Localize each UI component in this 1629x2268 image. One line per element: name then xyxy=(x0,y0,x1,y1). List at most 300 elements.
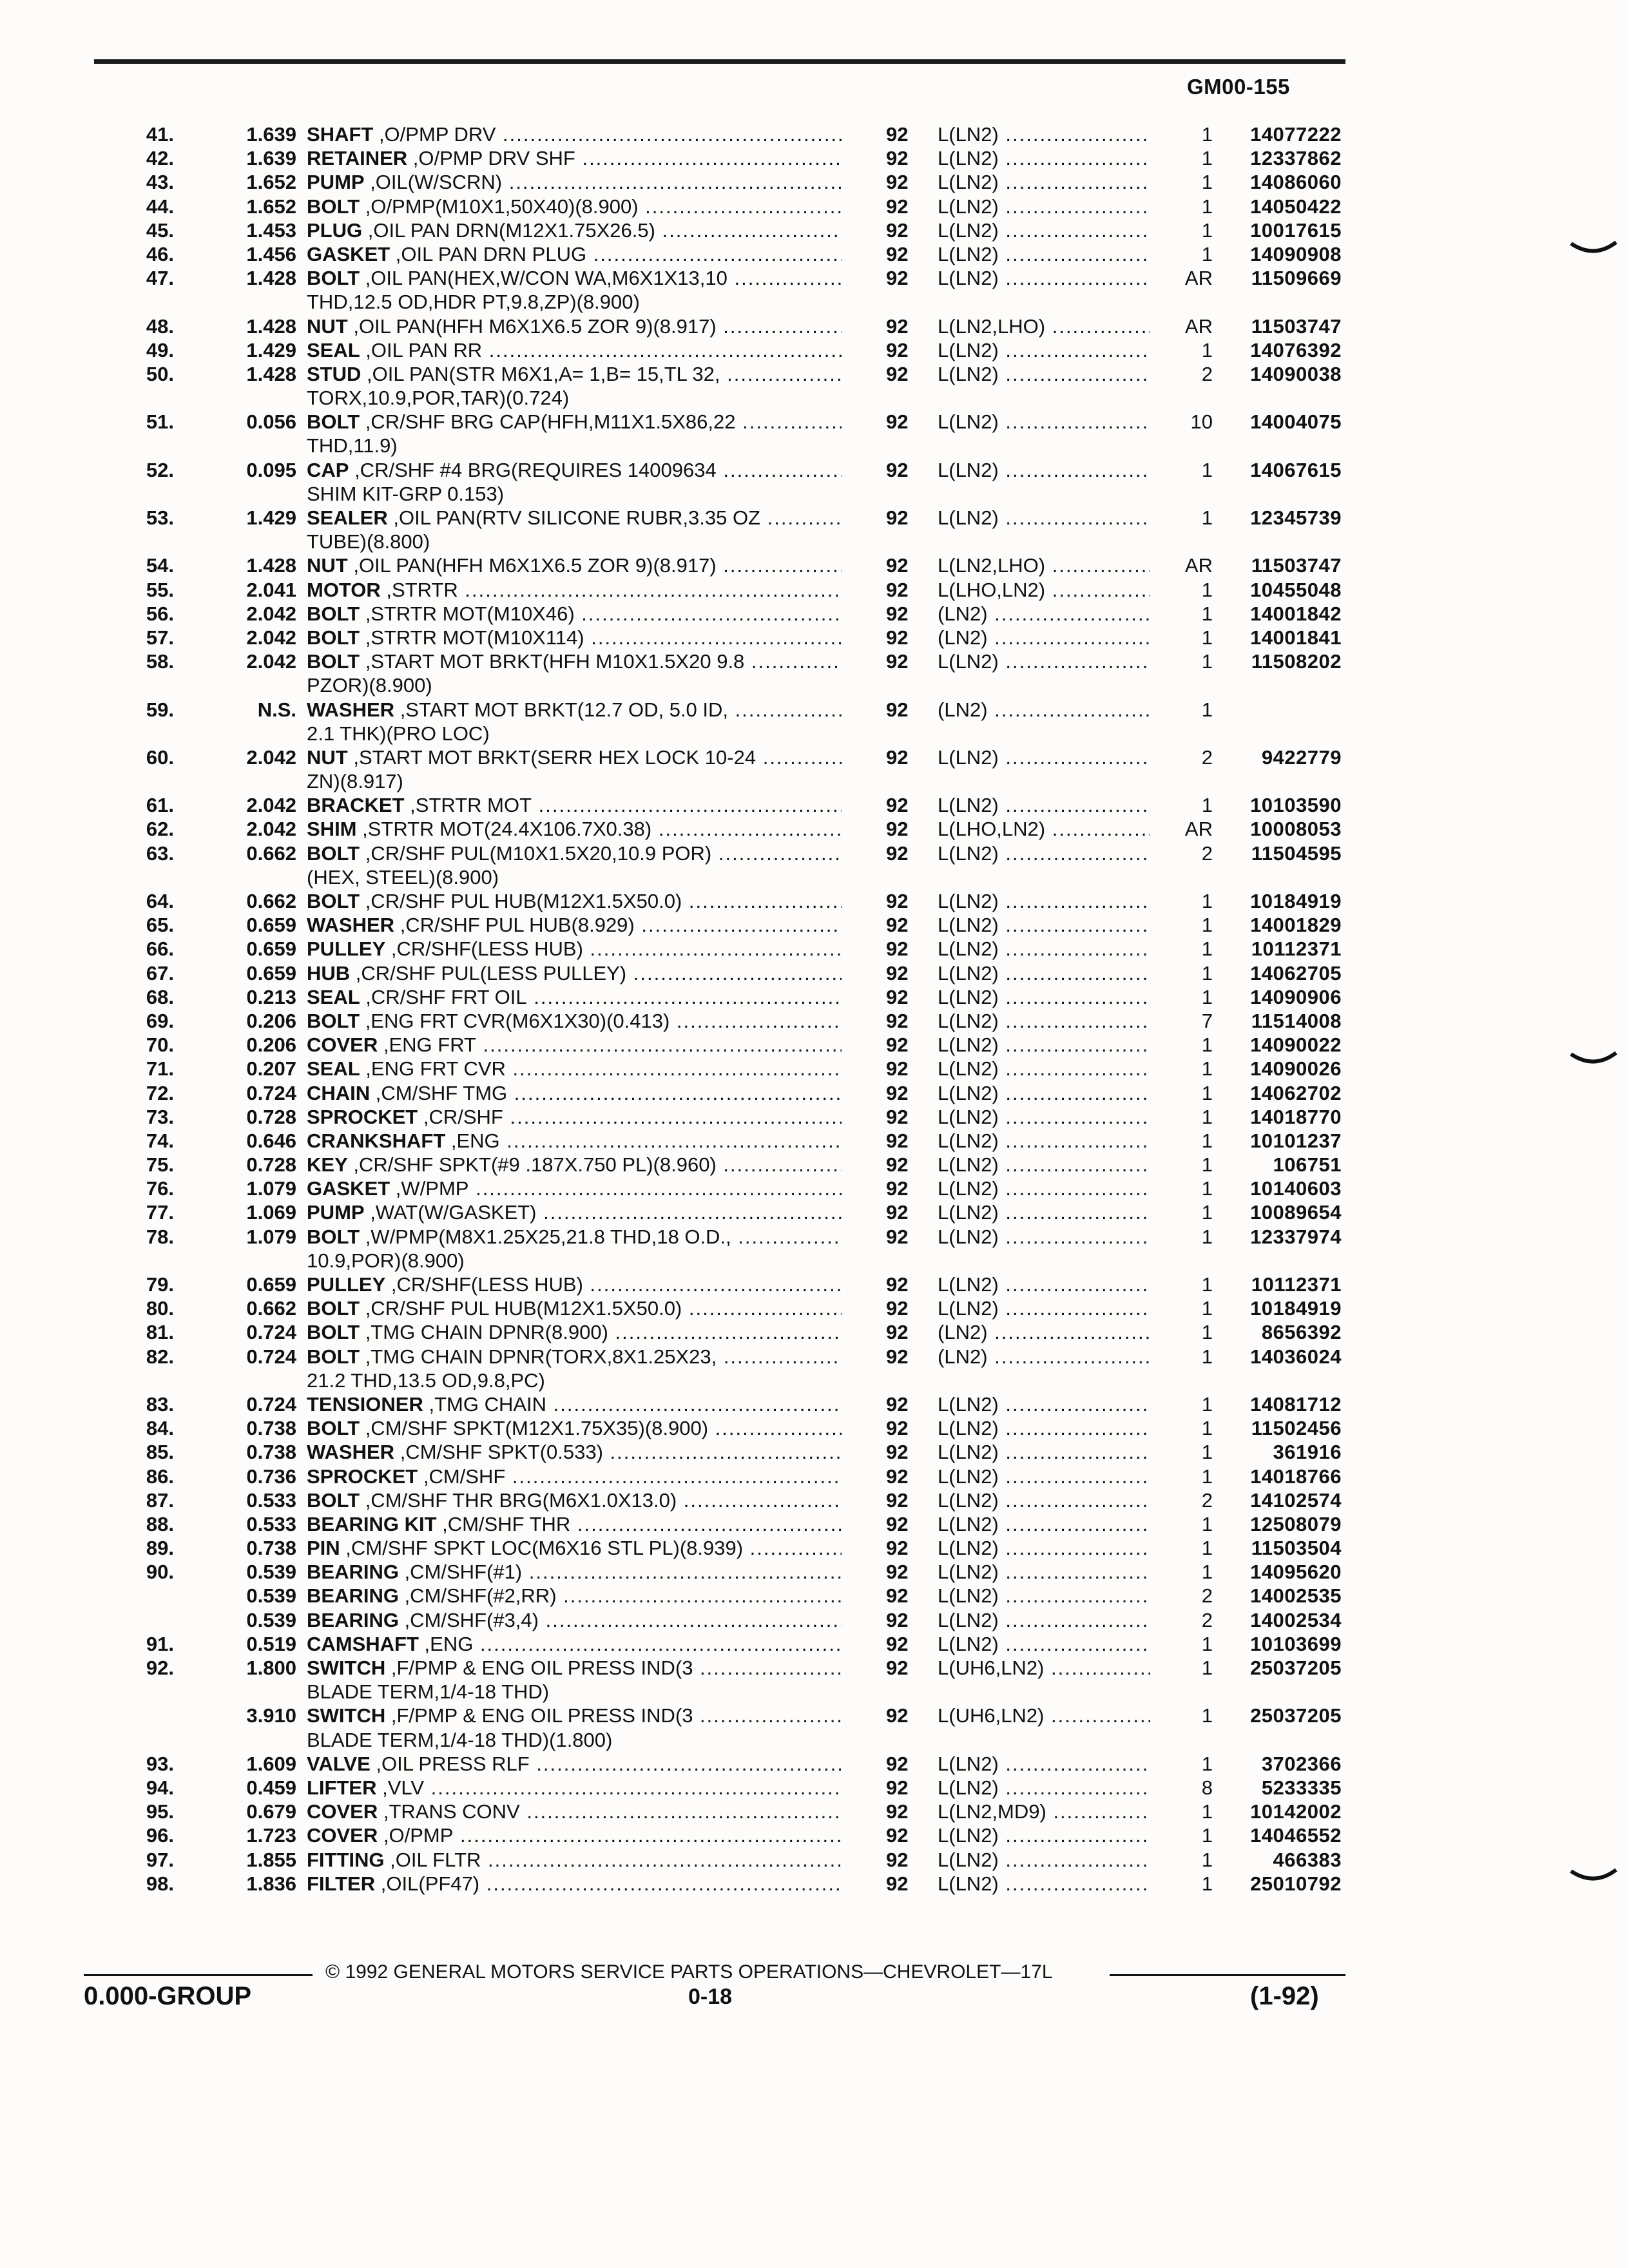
part-description xyxy=(307,553,842,577)
item-number: 75. xyxy=(146,1153,174,1177)
part-name: WASHER xyxy=(307,1441,395,1464)
part-desc-text: ,OIL PAN(HFH M6X1X6.5 ZOR 9)(8.917) xyxy=(347,554,717,577)
model-year: 92 xyxy=(886,1081,909,1104)
part-number: 10184919 xyxy=(1250,890,1342,912)
group-number: 1.079 xyxy=(246,1177,296,1200)
item-number: 46. xyxy=(146,242,174,265)
model-year: 92 xyxy=(886,242,909,265)
quantity: 1 xyxy=(1201,1273,1213,1296)
part-desc-text: ,ENG xyxy=(445,1129,500,1152)
group-number: 0.659 xyxy=(246,914,296,937)
quantity: 1 xyxy=(1201,1824,1213,1847)
model-code: L(LN2) ..... xyxy=(938,1776,1150,1800)
item-number: 82. xyxy=(146,1345,174,1368)
parts-row xyxy=(0,314,1629,338)
parts-row xyxy=(0,1465,1629,1488)
revision-label: (1-92) xyxy=(1250,1982,1319,2010)
part-desc-text: ,CR/SHF(LESS HUB) xyxy=(385,937,583,961)
group-number: 0.728 xyxy=(246,1153,296,1177)
parts-row xyxy=(0,1009,1629,1033)
model-year: 92 xyxy=(886,961,909,985)
quantity: 1 xyxy=(1201,1632,1213,1655)
part-description xyxy=(307,1177,842,1200)
item-number: 79. xyxy=(146,1273,174,1296)
quantity: 1 xyxy=(1201,1657,1213,1679)
group-number: 0.659 xyxy=(246,961,296,985)
part-number: 14081712 xyxy=(1250,1392,1342,1416)
part-number: 14086060 xyxy=(1250,171,1342,194)
parts-row xyxy=(0,793,1629,817)
part-description xyxy=(307,1153,842,1177)
item-number: 61. xyxy=(146,794,174,817)
part-name: LIFTER xyxy=(307,1776,377,1799)
quantity: AR xyxy=(1184,267,1213,290)
part-number: 14001842 xyxy=(1250,602,1342,625)
part-number: 14067615 xyxy=(1250,458,1342,481)
quantity: 1 xyxy=(1201,1321,1213,1344)
part-description xyxy=(307,985,842,1009)
model-year: 92 xyxy=(886,1417,909,1440)
parts-row xyxy=(0,985,1629,1009)
item-number: 84. xyxy=(146,1417,174,1440)
part-description xyxy=(307,1488,842,1512)
top-rule xyxy=(94,59,1345,64)
part-description xyxy=(307,1752,842,1776)
model-code: L(LN2) ..... xyxy=(938,122,1150,146)
parts-row-continuation xyxy=(0,530,1629,553)
quantity: 1 xyxy=(1201,1057,1213,1081)
quantity: 1 xyxy=(1201,1081,1213,1104)
model-code: L(LN2) ..... xyxy=(938,170,1150,194)
part-description-continued: THD,11.9) xyxy=(307,434,398,457)
parts-row-continuation xyxy=(0,865,1629,889)
part-desc-text: ,CM/SHF SPKT LOC(M6X16 STL PL)(8.939) xyxy=(340,1537,744,1560)
part-desc-text: ,CR/SHF FRT OIL xyxy=(360,985,527,1008)
model-code: L(LN2) ..... xyxy=(938,1632,1150,1656)
part-desc-text: ,O/PMP DRV xyxy=(373,123,496,146)
quantity: 1 xyxy=(1201,626,1213,649)
item-number: 94. xyxy=(146,1776,174,1799)
group-number: 1.069 xyxy=(246,1201,296,1224)
group-number: 1.652 xyxy=(246,171,296,194)
quantity: 1 xyxy=(1201,1392,1213,1416)
part-name: COVER xyxy=(307,1033,378,1057)
parts-row xyxy=(0,1177,1629,1200)
item-number: 45. xyxy=(146,218,174,242)
part-name: GASKET xyxy=(307,1177,390,1200)
model-year: 92 xyxy=(886,1632,909,1655)
part-name: HUB xyxy=(307,961,351,985)
model-year: 92 xyxy=(886,602,909,625)
item-number: 49. xyxy=(146,338,174,361)
part-desc-text: ,WAT(W/GASKET) xyxy=(364,1201,537,1224)
part-number: 5233335 xyxy=(1261,1776,1342,1799)
model-code: L(LN2) ..... xyxy=(938,1752,1150,1776)
parts-row xyxy=(0,553,1629,577)
part-name: CRANKSHAFT xyxy=(307,1129,446,1152)
part-name: CAP xyxy=(307,458,349,481)
model-code: L(LN2) ..... xyxy=(938,1823,1150,1847)
model-code: L(LN2) ..... xyxy=(938,1848,1150,1872)
model-year: 92 xyxy=(886,1392,909,1416)
parts-row xyxy=(0,626,1629,649)
part-desc-text: ,CM/SHF(#2,RR) xyxy=(398,1584,557,1608)
part-description xyxy=(307,170,842,194)
part-desc-text: ,CM/SHF(#1) xyxy=(398,1561,523,1584)
part-desc-text: ,TMG CHAIN DPNR(TORX,8X1.25X23, xyxy=(360,1345,717,1368)
part-number: 10008053 xyxy=(1250,818,1342,841)
part-description xyxy=(307,266,842,290)
model-year: 92 xyxy=(886,1848,909,1871)
item-number: 98. xyxy=(146,1872,174,1895)
part-desc-text: ,CM/SHF THR BRG(M6X1.0X13.0) xyxy=(360,1488,677,1512)
quantity: 1 xyxy=(1201,338,1213,361)
quantity: 1 xyxy=(1201,1129,1213,1152)
part-desc-text: ,F/PMP & ENG OIL PRESS IND(3 xyxy=(385,1704,693,1727)
model-year: 92 xyxy=(886,195,909,218)
part-description xyxy=(307,602,842,626)
item-number: 96. xyxy=(146,1824,174,1847)
model-code: L(LN2) ..... xyxy=(938,242,1150,266)
parts-row xyxy=(0,170,1629,194)
part-number: 3702366 xyxy=(1261,1752,1342,1775)
part-description xyxy=(307,1009,842,1033)
quantity: 2 xyxy=(1201,1488,1213,1512)
parts-row xyxy=(0,410,1629,434)
parts-row xyxy=(0,1704,1629,1727)
quantity: 1 xyxy=(1201,171,1213,194)
model-code: L(LN2) ..... xyxy=(938,1225,1150,1249)
quantity: 1 xyxy=(1201,1848,1213,1871)
parts-row xyxy=(0,1033,1629,1057)
quantity: 1 xyxy=(1201,1704,1213,1727)
part-desc-text: ,OIL(PF47) xyxy=(375,1872,480,1895)
part-desc-text: ,OIL(W/SCRN) xyxy=(364,171,503,194)
part-number: 10455048 xyxy=(1250,578,1342,601)
part-description xyxy=(307,1848,842,1872)
part-number: 12337862 xyxy=(1250,147,1342,170)
part-name: BOLT xyxy=(307,602,360,625)
parts-row xyxy=(0,649,1629,673)
model-code: L(LN2) ..... xyxy=(938,266,1150,290)
part-description xyxy=(307,626,842,649)
parts-row xyxy=(0,506,1629,530)
part-name: SEALER xyxy=(307,506,388,529)
part-number: 14004075 xyxy=(1250,410,1342,434)
quantity: 2 xyxy=(1201,841,1213,865)
group-label: 0.000-GROUP xyxy=(84,1982,252,2010)
quantity: 1 xyxy=(1201,890,1213,912)
part-name: BOLT xyxy=(307,626,360,649)
part-description xyxy=(307,1584,842,1608)
part-description-continued: BLADE TERM,1/4-18 THD)(1.800) xyxy=(307,1728,613,1751)
model-year: 92 xyxy=(886,818,909,841)
part-description xyxy=(307,1632,842,1656)
part-description xyxy=(307,1057,842,1081)
group-number: 0.539 xyxy=(246,1561,296,1584)
part-description xyxy=(307,793,842,817)
item-number: 54. xyxy=(146,554,174,577)
part-name: SWITCH xyxy=(307,1657,386,1679)
parts-row xyxy=(0,1560,1629,1584)
group-number: 0.207 xyxy=(246,1057,296,1081)
part-number: 8656392 xyxy=(1261,1321,1342,1344)
parts-row xyxy=(0,218,1629,242)
part-number: 14102574 xyxy=(1250,1488,1342,1512)
parts-row-continuation xyxy=(0,386,1629,410)
parts-row xyxy=(0,1512,1629,1536)
item-number: 68. xyxy=(146,985,174,1008)
item-number: 74. xyxy=(146,1129,174,1152)
model-year: 92 xyxy=(886,1345,909,1368)
parts-row xyxy=(0,1105,1629,1129)
model-year: 92 xyxy=(886,1488,909,1512)
quantity: 1 xyxy=(1201,1752,1213,1775)
part-name: CAMSHAFT xyxy=(307,1632,419,1655)
model-year: 92 xyxy=(886,506,909,529)
group-number: 0.738 xyxy=(246,1417,296,1440)
part-desc-text: ,CM/SHF THR xyxy=(436,1512,571,1535)
part-name: BOLT xyxy=(307,1225,360,1248)
model-code: L(LN2) ..... xyxy=(938,1560,1150,1584)
part-number: 14018770 xyxy=(1250,1105,1342,1128)
model-year: 92 xyxy=(886,458,909,481)
part-desc-text: ,CM/SHF xyxy=(418,1465,506,1488)
part-name: BOLT xyxy=(307,1488,360,1512)
model-year: 92 xyxy=(886,1057,909,1081)
model-code: L(LHO,LN2) ..... xyxy=(938,578,1150,602)
quantity: 1 xyxy=(1201,985,1213,1008)
model-year: 92 xyxy=(886,1153,909,1177)
part-name: NUT xyxy=(307,314,348,338)
part-number: 10103699 xyxy=(1250,1632,1342,1655)
part-description xyxy=(307,195,842,218)
group-number: 0.662 xyxy=(246,841,296,865)
parts-row xyxy=(0,1296,1629,1320)
group-number: 0.539 xyxy=(246,1608,296,1631)
part-desc-text: ,ENG FRT CVR xyxy=(360,1057,506,1081)
item-number: 52. xyxy=(146,458,174,481)
item-number: 76. xyxy=(146,1177,174,1200)
model-code: L(LN2) ..... xyxy=(938,1392,1150,1416)
group-number: 1.723 xyxy=(246,1824,296,1847)
model-code: L(LN2) ..... xyxy=(938,1465,1150,1488)
item-number: 60. xyxy=(146,745,174,769)
part-number: 10184919 xyxy=(1250,1297,1342,1320)
parts-row xyxy=(0,1440,1629,1464)
part-desc-text: ,ENG xyxy=(418,1632,474,1655)
model-code: L(LN2,LHO) ..... xyxy=(938,553,1150,577)
part-number: 25037205 xyxy=(1250,1704,1342,1727)
part-description-continued: 10.9,POR)(8.900) xyxy=(307,1249,465,1272)
page-number: 0-18 xyxy=(688,1984,733,2009)
part-desc-text: ,CR/SHF PUL HUB(8.929) xyxy=(394,914,635,937)
part-description-continued: 2.1 THK)(PRO LOC) xyxy=(307,722,490,745)
part-description xyxy=(307,1536,842,1560)
part-description xyxy=(307,410,842,434)
part-number: 14001829 xyxy=(1250,914,1342,937)
part-description xyxy=(307,745,842,769)
part-number: 14001841 xyxy=(1250,626,1342,649)
item-number: 63. xyxy=(146,841,174,865)
quantity: 1 xyxy=(1201,1033,1213,1057)
part-desc-text: ,CM/SHF(#3,4) xyxy=(398,1608,539,1631)
part-desc-text: ,O/PMP(M10X1,50X40)(8.900) xyxy=(360,195,639,218)
quantity: 1 xyxy=(1201,914,1213,937)
model-code: L(LN2,LHO) ..... xyxy=(938,314,1150,338)
part-description xyxy=(307,578,842,602)
model-year: 92 xyxy=(886,890,909,912)
group-number: 0.728 xyxy=(246,1105,296,1128)
part-desc-text: ,CR/SHF PUL(LESS PULLEY) xyxy=(350,961,627,985)
parts-row xyxy=(0,1392,1629,1416)
group-number: 0.646 xyxy=(246,1129,296,1152)
part-description xyxy=(307,1465,842,1488)
part-name: BEARING xyxy=(307,1561,399,1584)
model-year: 92 xyxy=(886,410,909,434)
part-desc-text: ,O/PMP DRV SHF xyxy=(407,147,575,170)
model-year: 92 xyxy=(886,314,909,338)
quantity: 2 xyxy=(1201,362,1213,385)
group-number: 0.533 xyxy=(246,1512,296,1535)
part-description xyxy=(307,1200,842,1224)
model-code: L(LN2) ..... xyxy=(938,1584,1150,1608)
parts-row xyxy=(0,961,1629,985)
part-description xyxy=(307,1345,842,1369)
part-number: 14090908 xyxy=(1250,242,1342,265)
model-year: 92 xyxy=(886,1177,909,1200)
parts-row xyxy=(0,458,1629,482)
item-number: 57. xyxy=(146,626,174,649)
part-number: 10101237 xyxy=(1250,1129,1342,1152)
parts-row-continuation xyxy=(0,482,1629,506)
part-desc-text: ,STRTR MOT xyxy=(404,794,532,817)
parts-row xyxy=(0,1632,1629,1656)
group-number: 2.042 xyxy=(246,818,296,841)
quantity: 1 xyxy=(1201,147,1213,170)
model-code: L(LN2) ..... xyxy=(938,1872,1150,1896)
parts-row xyxy=(0,266,1629,290)
parts-row xyxy=(0,1345,1629,1369)
model-year: 92 xyxy=(886,1512,909,1535)
model-code: L(LN2) ..... xyxy=(938,195,1150,218)
item-number: 85. xyxy=(146,1441,174,1464)
item-number: 89. xyxy=(146,1537,174,1560)
model-year: 92 xyxy=(886,794,909,817)
part-desc-text: ,START MOT BRKT(12.7 OD, 5.0 ID, xyxy=(394,698,729,721)
parts-row xyxy=(0,146,1629,170)
item-number: 73. xyxy=(146,1105,174,1128)
item-number: 51. xyxy=(146,410,174,434)
model-code: L(LN2) ..... xyxy=(938,961,1150,985)
parts-row xyxy=(0,889,1629,913)
part-desc-text: ,CR/SHF PUL HUB(M12X1.5X50.0) xyxy=(360,890,682,912)
part-number: 14002534 xyxy=(1250,1608,1342,1631)
part-desc-text: ,OIL PAN DRN(M12X1.75X26.5) xyxy=(362,218,655,242)
model-year: 92 xyxy=(886,338,909,361)
model-year: 92 xyxy=(886,1225,909,1248)
group-number: 0.724 xyxy=(246,1081,296,1104)
model-year: 92 xyxy=(886,1657,909,1679)
part-desc-text: ,F/PMP & ENG OIL PRESS IND(3 xyxy=(385,1657,693,1679)
item-number: 56. xyxy=(146,602,174,625)
quantity: 2 xyxy=(1201,1584,1213,1608)
part-name: BOLT xyxy=(307,890,360,912)
part-name: BOLT xyxy=(307,650,360,673)
part-name: COVER xyxy=(307,1800,378,1823)
parts-row xyxy=(0,745,1629,769)
part-desc-text: ,CR/SHF SPKT(#9 .187X.750 PL)(8.960) xyxy=(347,1153,717,1177)
parts-row xyxy=(0,1273,1629,1296)
parts-row xyxy=(0,1129,1629,1153)
part-desc-text: ,ENG FRT CVR(M6X1X30)(0.413) xyxy=(360,1009,670,1032)
quantity: 8 xyxy=(1201,1776,1213,1799)
parts-row-continuation xyxy=(0,673,1629,697)
part-name: SEAL xyxy=(307,338,360,361)
part-number: 11514008 xyxy=(1251,1009,1342,1032)
group-number: 1.836 xyxy=(246,1872,296,1895)
quantity: 1 xyxy=(1201,1561,1213,1584)
group-number: 1.456 xyxy=(246,242,296,265)
item-number: 97. xyxy=(146,1848,174,1871)
part-description-continued: TORX,10.9,POR,TAR)(0.724) xyxy=(307,387,570,410)
part-name: SEAL xyxy=(307,985,360,1008)
model-code: L(LN2) ..... xyxy=(938,1177,1150,1200)
group-number: 0.659 xyxy=(246,1273,296,1296)
part-name: BOLT xyxy=(307,841,360,865)
model-code: L(LN2) ..... xyxy=(938,937,1150,961)
quantity: 1 xyxy=(1201,123,1213,146)
item-number: 66. xyxy=(146,937,174,961)
part-description xyxy=(307,1320,842,1344)
part-description xyxy=(307,1273,842,1296)
part-description xyxy=(307,1656,842,1680)
part-description-continued: ZN)(8.917) xyxy=(307,770,403,793)
parts-row xyxy=(0,1823,1629,1847)
part-name: BEARING xyxy=(307,1608,399,1631)
part-number: 10140603 xyxy=(1250,1177,1342,1200)
model-code: L(LN2) ..... xyxy=(938,1081,1150,1105)
parts-row-continuation xyxy=(0,290,1629,314)
model-year: 92 xyxy=(886,1321,909,1344)
part-number: 14062702 xyxy=(1250,1081,1342,1104)
quantity: 1 xyxy=(1201,1800,1213,1823)
part-name: SPROCKET xyxy=(307,1465,418,1488)
item-number: 59. xyxy=(146,698,174,721)
item-number: 81. xyxy=(146,1321,174,1344)
model-year: 92 xyxy=(886,937,909,961)
parts-row xyxy=(0,338,1629,362)
model-code: L(LN2) ..... xyxy=(938,889,1150,913)
part-desc-text: ,CR/SHF #4 BRG(REQUIRES 14009634 xyxy=(349,458,717,481)
model-year: 92 xyxy=(886,1608,909,1631)
part-number: 14002535 xyxy=(1250,1584,1342,1608)
item-number: 93. xyxy=(146,1752,174,1775)
group-number: 0.206 xyxy=(246,1033,296,1057)
part-desc-text: ,CM/SHF SPKT(0.533) xyxy=(394,1441,603,1464)
model-year: 92 xyxy=(886,1800,909,1823)
quantity: 1 xyxy=(1201,698,1213,721)
part-description xyxy=(307,1560,842,1584)
model-year: 92 xyxy=(886,1776,909,1799)
model-code: L(LN2) ..... xyxy=(938,1129,1150,1153)
model-code: L(UH6,LN2) ..... xyxy=(938,1656,1150,1680)
model-year: 92 xyxy=(886,1752,909,1775)
item-number: 41. xyxy=(146,123,174,146)
model-code: (LN2) ..... xyxy=(938,698,1150,722)
group-number: 0.519 xyxy=(246,1632,296,1655)
model-code: L(LN2) ..... xyxy=(938,1488,1150,1512)
